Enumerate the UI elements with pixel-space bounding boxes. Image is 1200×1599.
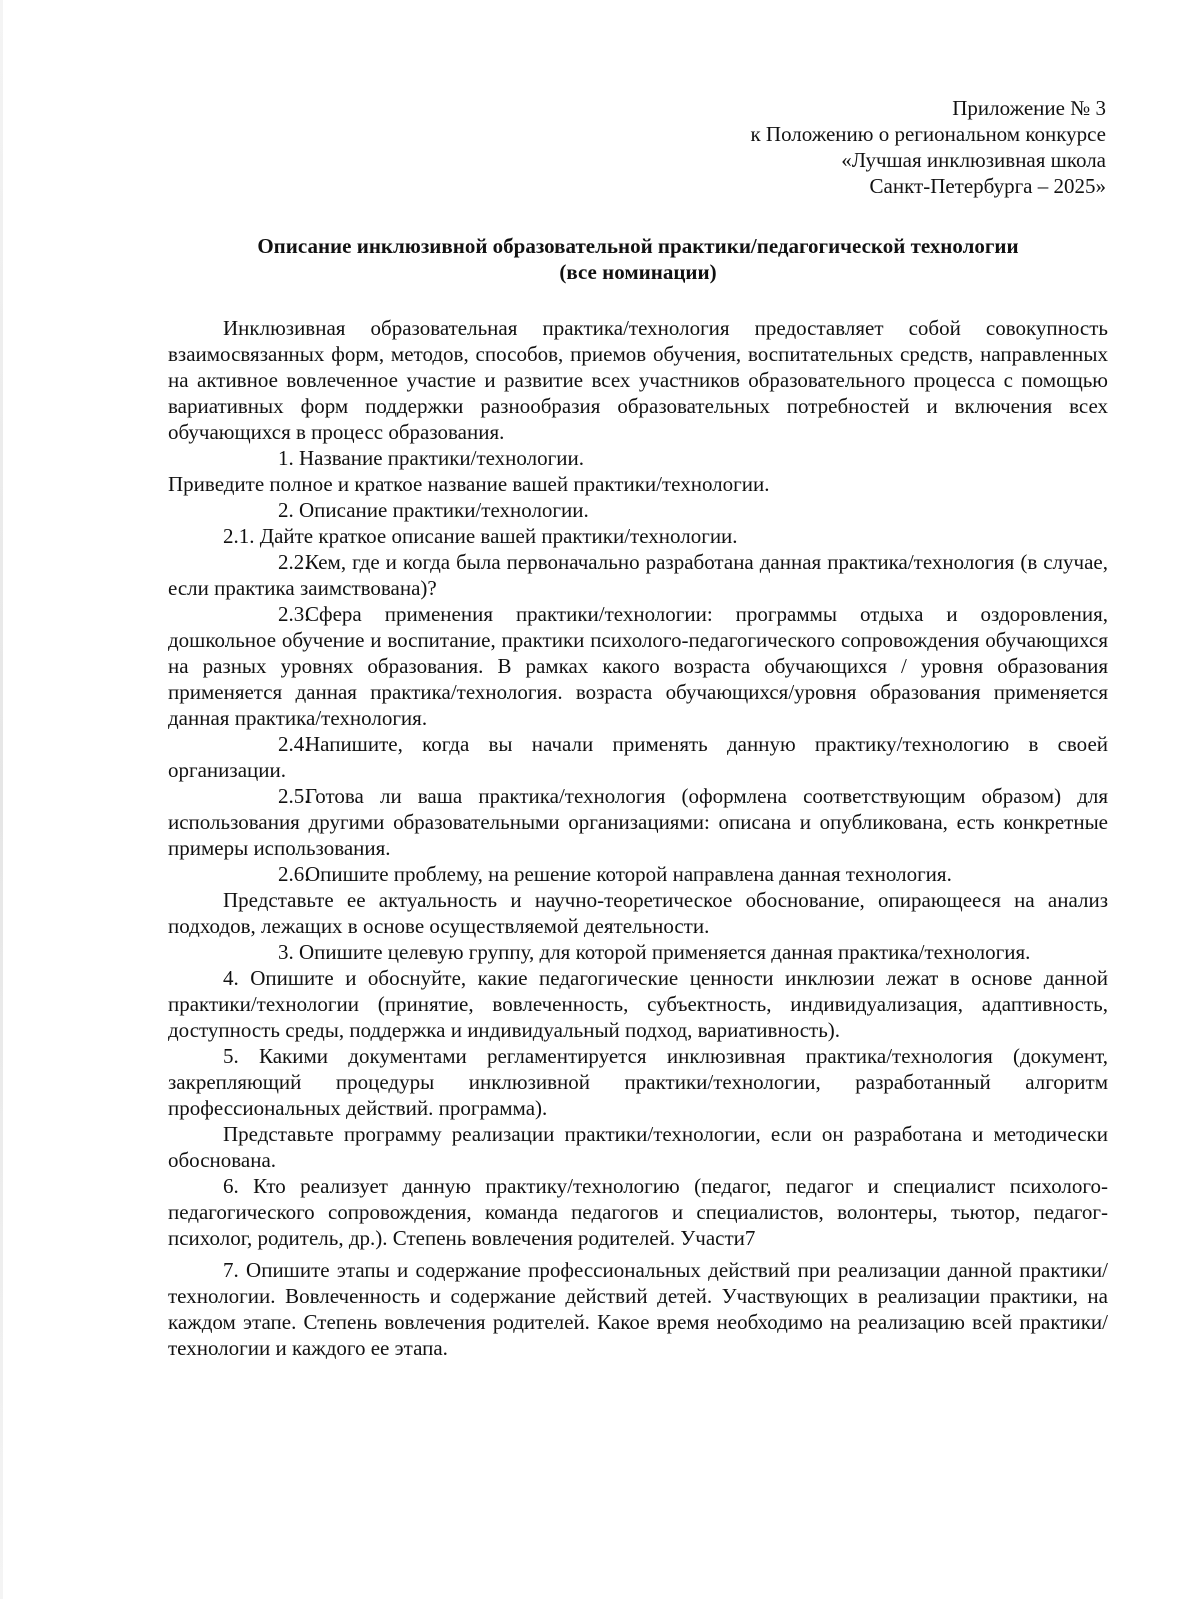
item-2-5 [168, 783, 1108, 861]
item-number: 2. [278, 498, 294, 522]
appendix-header [750, 95, 1106, 199]
item-number: 2.3. [278, 602, 310, 626]
item-5: 5. Какими документами регламентируется инклюзивная практика/технология (документ, закрепляющий процедуры инклюзивной практики/технологии, разработанный алгоритм профессиональных действий. программа). [168, 1044, 1108, 1120]
item-number: 2.6. [278, 862, 310, 886]
item-number: 2.2. [278, 550, 310, 574]
item-2-6-instruction: Представьте ее актуальность и научно-теоретическое обоснование, опирающееся на анализ подходов, лежащих в основе осуществляемой деятельности. [168, 888, 1108, 938]
item-text: Сфера применения практики/технологии: программы отдыха и оздоровления, дошкольное обучение и воспитание, практики психолого-педагогического сопровождения обучающихся на разных уровнях образования. В рамках какого возраста обучающихся / уровня образования применяется данная практика/технология. возраста обучающихся/уровня образования применяется данная практика/технология. [168, 602, 1108, 730]
document-title [168, 233, 1108, 285]
item-5-instruction: Представьте программу реализации практики/технологии, если он разработана и методически обоснована. [168, 1122, 1108, 1172]
item-number: 1. [278, 446, 294, 470]
item-2-3 [168, 601, 1108, 731]
scan-edge [0, 0, 3, 1599]
item-3 [168, 939, 1108, 965]
item-number: 2.4. [278, 732, 310, 756]
document-title-line: Описание инклюзивной образовательной практики/педагогической технологии [257, 234, 1019, 258]
item-text: Готова ли ваша практика/технология (оформлена соответствующим образом) для использования другими образовательными организациями: описана и опубликована, есть конкретные примеры использования. [168, 784, 1108, 860]
item-text: Напишите, когда вы начали применять данную практику/технологию в своей организации. [168, 732, 1108, 782]
item-text: Опишите целевую группу, для которой применяется данная практика/технология. [299, 940, 1031, 964]
item-text: Кем, где и когда была первоначально разработана данная практика/технология (в случае, если практика заимствована)? [168, 550, 1108, 600]
item-2-1: 2.1. Дайте краткое описание вашей практики/технологии. [223, 524, 738, 548]
item-text: Опишите проблему, на решение которой направлена данная технология. [305, 862, 952, 886]
document-title-line: (все номинации) [559, 260, 717, 284]
item-text: Название практики/технологии. [299, 446, 584, 470]
item-text: Описание практики/технологии. [299, 498, 589, 522]
item-7: 7. Опишите этапы и содержание профессиональных действий при реализации данной практики/технологии. Вовлеченность и содержание действий детей. Участвующих в реализации практики, на каждом этапе. Степень вовлечения родителей. Какое время необходимо на реализацию всей практики/технологии и каждого ее этапа. [168, 1258, 1108, 1360]
item-2 [168, 497, 1108, 523]
appendix-header-line: Санкт-Петербурга – 2025» [869, 174, 1106, 198]
appendix-header-line: Приложение № 3 [952, 96, 1106, 120]
document-body [168, 315, 1108, 1361]
item-2-2 [168, 549, 1108, 601]
appendix-header-line: к Положению о региональном конкурсе [750, 122, 1106, 146]
item-6: 6. Кто реализует данную практику/технологию (педагог, педагог и специалист психолого-педагогического сопровождения, команда педагогов и специалистов, волонтеры, тьютор, педагог-психолог, родитель, др.). Степень вовлечения родителей. Участи7 [168, 1174, 1108, 1250]
item-number: 2.5. [278, 784, 310, 808]
appendix-header-line: «Лучшая инклюзивная школа [841, 148, 1106, 172]
item-2-4 [168, 731, 1108, 783]
item-1-instruction: Приведите полное и краткое название вашей практики/технологии. [168, 472, 770, 496]
item-number: 3. [278, 940, 294, 964]
item-4: 4. Опишите и обоснуйте, какие педагогические ценности инклюзии лежат в основе данной практики/технологии (принятие, вовлеченность, субъектность, индивидуализация, адаптивность, доступность среды, поддержка и индивидуальный подход, вариативность). [168, 966, 1108, 1042]
intro-paragraph: Инклюзивная образовательная практика/технология предоставляет собой совокупность взаимосвязанных форм, методов, способов, приемов обучения, воспитательных средств, направленных на активное вовлеченное участие и развитие всех участников образовательного процесса с помощью вариативных форм поддержки разнообразия образовательных потребностей и включения всех обучающихся в процесс образования. [168, 316, 1108, 444]
item-1 [168, 445, 1108, 471]
item-2-6 [168, 861, 1108, 887]
